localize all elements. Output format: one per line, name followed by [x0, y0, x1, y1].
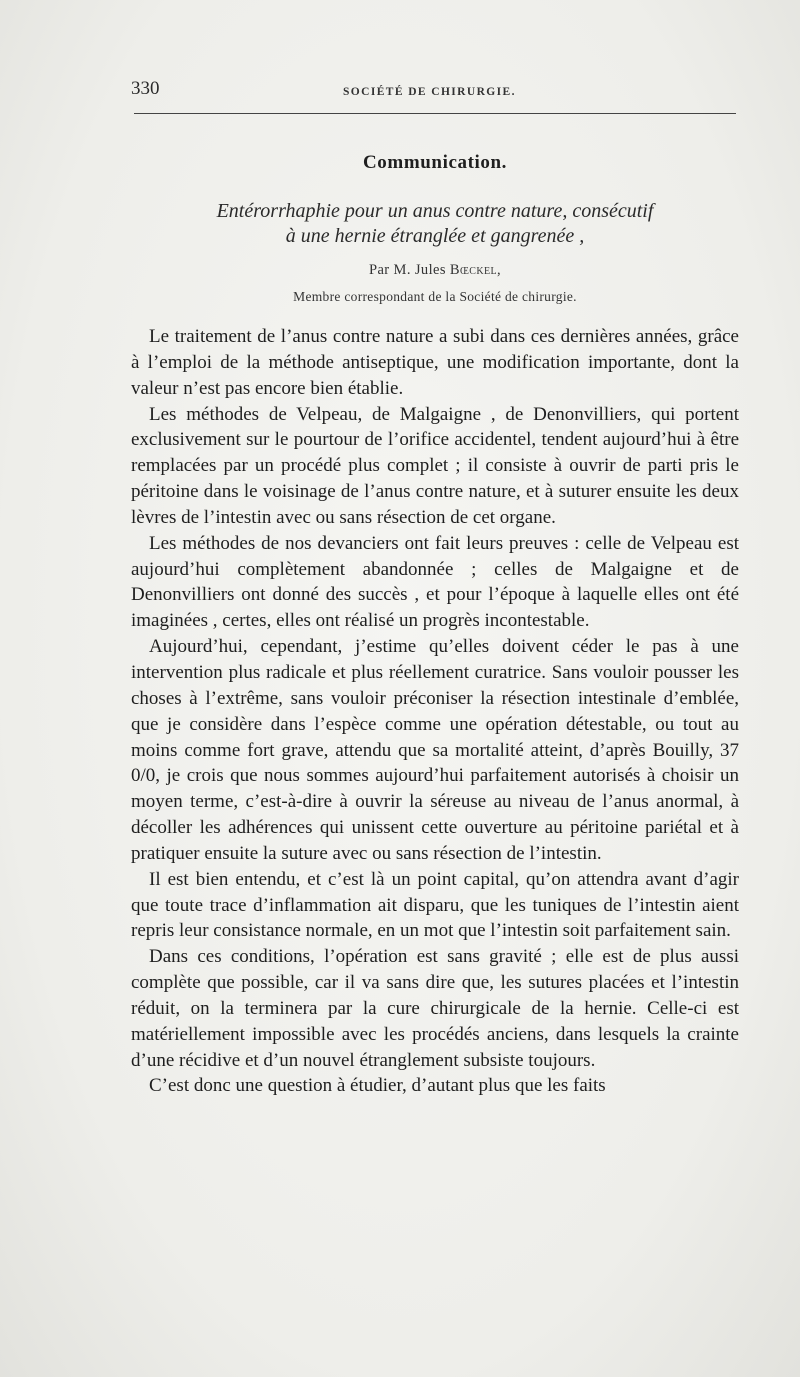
article-title-line-1: Entérorrhaphie pour un anus contre nature, consécutif — [216, 200, 654, 222]
body-paragraph-5: Il est bien entendu, et c’est là un point capital, qu’on attendra avant d’agir que toute trace d’inflammation ait disparu, que les tuniques de l’intestin aient repris leur consistance normale, en un mot que l’intestin soit parfaitement sain. — [131, 868, 739, 942]
article-title-line-2: à une hernie étranglée et gangrenée , — [285, 225, 585, 247]
author-affiliation: Membre correspondant de la Société de chirurgie. — [293, 289, 577, 304]
body-paragraph-4: Aujourd’hui, cependant, j’estime qu’elles doivent céder le pas à une intervention plus radicale et plus réellement curatrice. Sans vouloir pousser les choses à l’extrême, sans vouloir préconiser la résection intestinale d’emblée, que je considère dans l’espèce comme une opération détestable, ou tout au moins comme fort grave, attendu que sa mortalité atteint, d’après Bouilly, 37 0/0, je crois que nous sommes aujourd’hui parfaitement autorisés à choisir un moyen terme, c’est-à-dire à ouvrir la séreuse au niveau de l’anus anormal, à décoller les adhérences qui unissent cette ouverture au péritoine pariétal et à pratiquer ensuite la suture avec ou sans résection de l’intestin. — [131, 636, 739, 864]
page-number: 330 — [131, 78, 160, 99]
running-head — [131, 74, 738, 102]
article-title — [130, 199, 740, 249]
body-paragraph-6: Dans ces conditions, l’opération est sans gravité ; elle est de plus aussi complète que possible, car il va sans dire que, les sutures placées et l’intestin réduit, on la terminera par la cure chirurgicale de la hernie. Celle-ci est matériellement impossible avec les procédés anciens, dans lesquels la crainte d’une récidive et d’un nouvel étranglement subsiste toujours. — [131, 946, 739, 1071]
body-paragraph-3: Les méthodes de nos devanciers ont fait leurs preuves : celle de Velpeau est aujourd’hui complètement abandonnée ; celles de Malgaigne et de Denonvilliers ont donné des succès , et pour l’époque à laquelle elles ont été imaginées , certes, elles ont réalisé un progrès incontestable. — [131, 532, 739, 632]
journal-title: SOCIÉTÉ DE CHIRURGIE. — [343, 86, 516, 98]
section-title: Communication. — [362, 152, 508, 173]
body-paragraph-1: Le traitement de l’anus contre nature a subi dans ces dernières années, grâce à l’emploi de la méthode antiseptique, une modification importante, dont la valeur n’est pas encore bien établie. — [131, 326, 739, 399]
article-body — [131, 324, 739, 1099]
header-rule — [134, 113, 736, 114]
body-paragraph-2: Les méthodes de Velpeau, de Malgaigne , de Denonvilliers, qui portent exclusivement sur le pourtour de l’orifice accidentel, tendent aujourd’hui à être remplacées par un procédé plus complet ; il consiste à ouvrir de parti pris le péritoine dans le voisinage de l’anus contre nature, et à suturer ensuite les deux lèvres de l’intestin avec ou sans résection de cet organe. — [131, 403, 739, 528]
body-paragraph-7: C’est donc une question à étudier, d’autant plus que les faits — [149, 1075, 606, 1097]
author-prefix: Par M. Jules — [368, 262, 450, 278]
author-name: Bœckel, — [449, 262, 502, 278]
author-line — [130, 262, 740, 279]
